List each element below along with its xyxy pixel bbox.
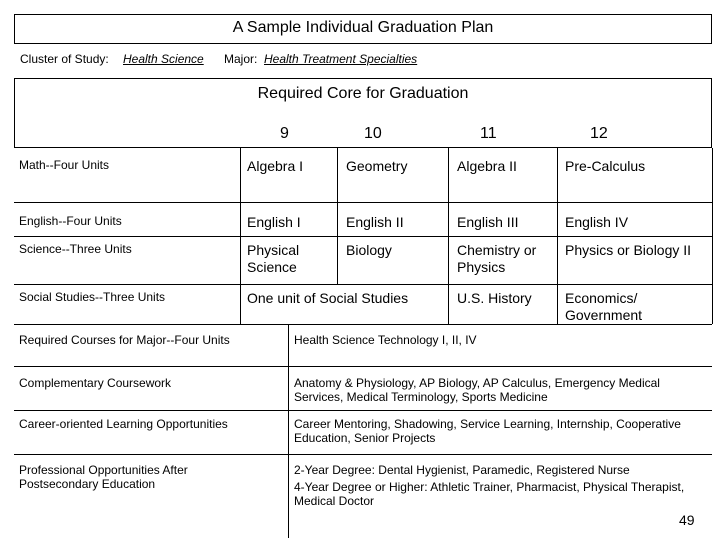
major-row-value: 2-Year Degree: Dental Hygienist, Paramedic, Registered Nurse	[294, 463, 630, 477]
major-row-label: Professional Opportunities After Postsecondary Education	[19, 463, 188, 491]
major-row-value: Health Science Technology I, II, IV	[294, 333, 477, 347]
major-value: Health Treatment Specialties	[264, 52, 418, 66]
math-grade-12: Pre-Calculus	[565, 158, 646, 174]
grade-10-header: 10	[364, 125, 382, 142]
science-grade-9: Physical Science	[247, 242, 300, 275]
cluster-label: Cluster of Study:	[20, 52, 109, 66]
page-title: A Sample Individual Graduation Plan	[232, 19, 494, 36]
major-row-value: Career Mentoring, Shadowing, Service Learning, Internship, Cooperative Education, Senior Projects	[294, 417, 681, 445]
subject-social-studies: Social Studies--Three Units	[19, 290, 166, 304]
row-divider	[14, 454, 712, 455]
social-grade-11: U.S. History	[457, 290, 532, 306]
row-divider	[14, 410, 712, 411]
grade-12-header: 12	[590, 125, 608, 142]
row-divider	[14, 284, 712, 285]
subject-english: English--Four Units	[19, 214, 122, 228]
grid-line	[448, 148, 449, 324]
grid-line	[557, 148, 558, 324]
row-divider	[14, 366, 712, 367]
grade-9-header: 9	[280, 125, 289, 142]
english-grade-9: English I	[247, 214, 301, 230]
grid-line	[712, 148, 713, 324]
math-grade-11: Algebra II	[457, 158, 517, 174]
science-grade-10: Biology	[346, 242, 392, 258]
social-grade-12: Economics/ Government	[565, 290, 643, 323]
major-row-value: Anatomy & Physiology, AP Biology, AP Calculus, Emergency Medical Services, Medical Terminology, Sports Medicine	[294, 376, 660, 404]
row-divider	[288, 324, 712, 325]
english-grade-11: English III	[457, 214, 519, 230]
english-grade-10: English II	[346, 214, 404, 230]
major-row-label: Complementary Coursework	[19, 376, 172, 390]
science-grade-12: Physics or Biology II	[565, 242, 692, 258]
grid-line	[337, 148, 338, 284]
english-grade-12: English IV	[565, 214, 629, 230]
major-row-label: Required Courses for Major--Four Units	[19, 333, 230, 347]
page-number: 49	[679, 512, 695, 528]
major-row-value-2: 4-Year Degree or Higher: Athletic Trainer, Pharmacist, Physical Therapist, Medical Doctor	[294, 480, 685, 508]
core-title: Required Core for Graduation	[257, 85, 469, 102]
math-grade-9: Algebra I	[247, 158, 304, 174]
math-grade-10: Geometry	[346, 158, 408, 174]
subject-math: Math--Four Units	[19, 158, 110, 172]
row-divider	[14, 236, 712, 237]
grid-line	[240, 148, 241, 324]
subject-science: Science--Three Units	[19, 242, 132, 256]
cluster-value: Health Science	[123, 52, 204, 66]
grid-line	[288, 324, 289, 538]
grade-11-header: 11	[480, 125, 497, 142]
science-grade-11: Chemistry or Physics	[457, 242, 537, 275]
row-divider	[14, 202, 712, 203]
major-row-label: Career-oriented Learning Opportunities	[19, 417, 228, 431]
major-label: Major:	[224, 52, 258, 66]
social-grade-9-10: One unit of Social Studies	[247, 290, 409, 306]
